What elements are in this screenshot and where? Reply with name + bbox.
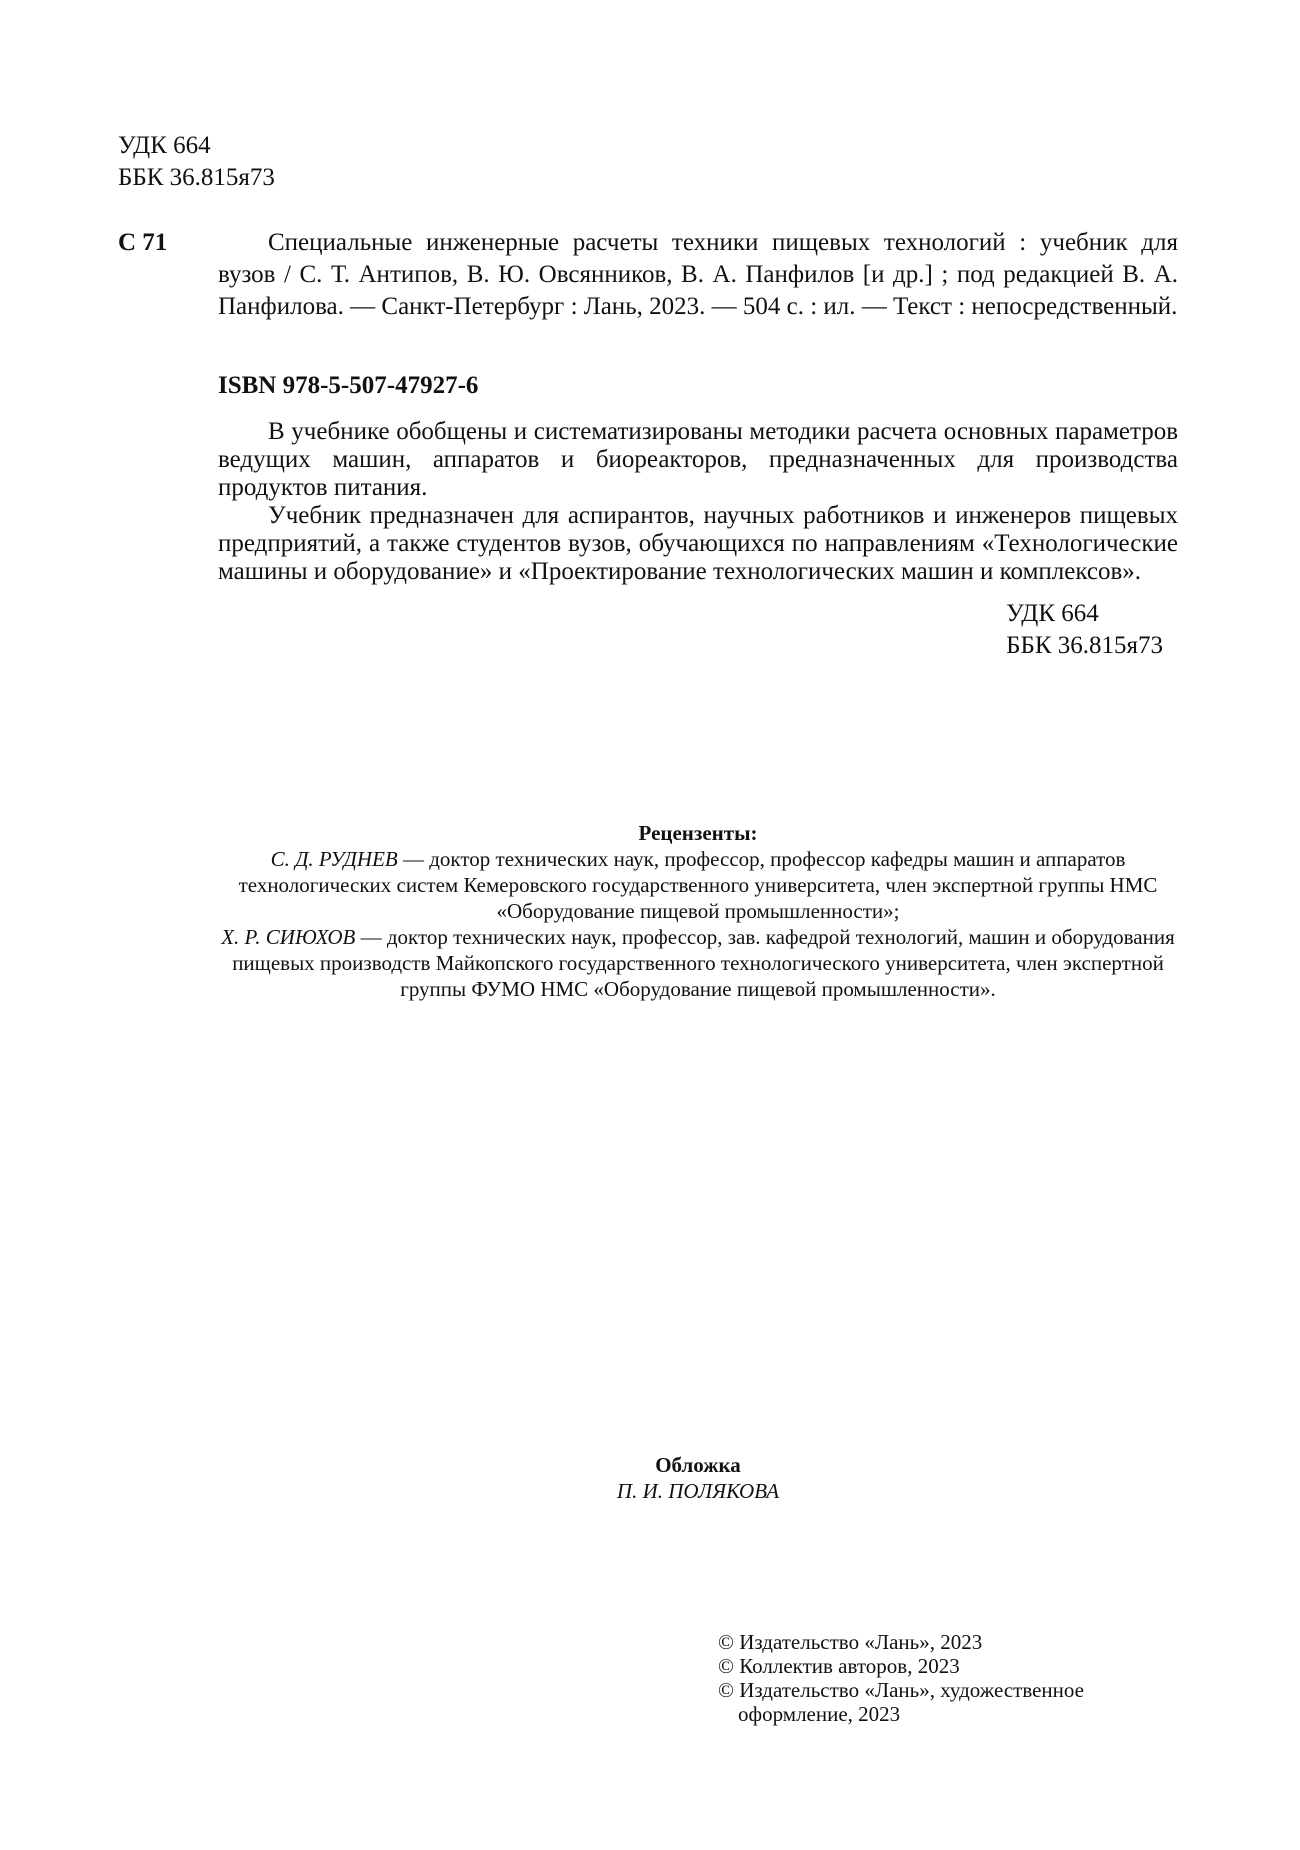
bbk-code: ББК 36.815я73 (1006, 632, 1163, 659)
reviewer-description: — доктор технических наук, профессор, профессор кафедры машин и аппаратов технологических систем Кемеровского государственного университета, член экспертной группы НМС «Оборудование пищевой промышленности»; (238, 847, 1158, 923)
copyright-block (718, 1630, 1158, 1726)
cover-designer: П. И. ПОЛЯКОВА (616, 1479, 780, 1503)
copyright-line: © Издательство «Лань», 2023 (718, 1630, 983, 1654)
author-mark: С 71 (118, 229, 168, 256)
reviewer-name: С. Д. РУДНЕВ (270, 847, 398, 871)
annotation-paragraph: Учебник предназначен для аспирантов, научных работников и инженеров пищевых предприятий, а также студентов вузов, обучающихся по направлениям «Технологические машины и оборудование» и «Проектирование технологических машин и комплексов». (218, 502, 1178, 585)
annotation (218, 418, 1178, 586)
reviewer-entry (218, 846, 1178, 924)
bbk-code: ББК 36.815я73 (118, 164, 275, 191)
bibliographic-record: Специальные инженерные расчеты техники пищевых технологий : учебник для вузов / С. Т. Антипов, В. Ю. Овсянников, В. А. Панфилов [и др.] ; под редакцией В. А. Панфилова. — Санкт-Петербург : Лань, 2023. — 504 с. : ил. — Текст : непосредственный. (218, 229, 1178, 320)
copyright-line: © Коллектив авторов, 2023 (718, 1654, 960, 1678)
cover-heading: Обложка (655, 1453, 741, 1477)
udk-code: УДК 664 (118, 132, 211, 159)
reviewer-entry (218, 924, 1178, 1002)
cover-credit (218, 1452, 1178, 1504)
classification-codes-top (118, 130, 275, 194)
copyright-line-continuation: оформление, 2023 (738, 1702, 901, 1726)
classification-codes-bottom (1006, 598, 1163, 662)
reviewers-section (218, 820, 1178, 1002)
reviewer-description: — доктор технических наук, профессор, зав. кафедрой технологий, машин и оборудования пищевых производств Майкопского государственного технологического университета, член экспертной группы ФУМО НМС «Оборудование пищевой промышленности». (232, 925, 1175, 1001)
isbn: ISBN 978-5-507-47927-6 (218, 372, 479, 399)
reviewers-heading: Рецензенты: (638, 821, 758, 845)
annotation-paragraph: В учебнике обобщены и систематизированы методики расчета основных параметров ведущих машин, аппаратов и биореакторов, предназначенных для производства продуктов питания. (218, 418, 1178, 501)
reviewer-name: Х. Р. СИЮХОВ (221, 925, 356, 949)
udk-code: УДК 664 (1006, 600, 1099, 627)
copyright-line: © Издательство «Лань», художественное (718, 1678, 1084, 1702)
